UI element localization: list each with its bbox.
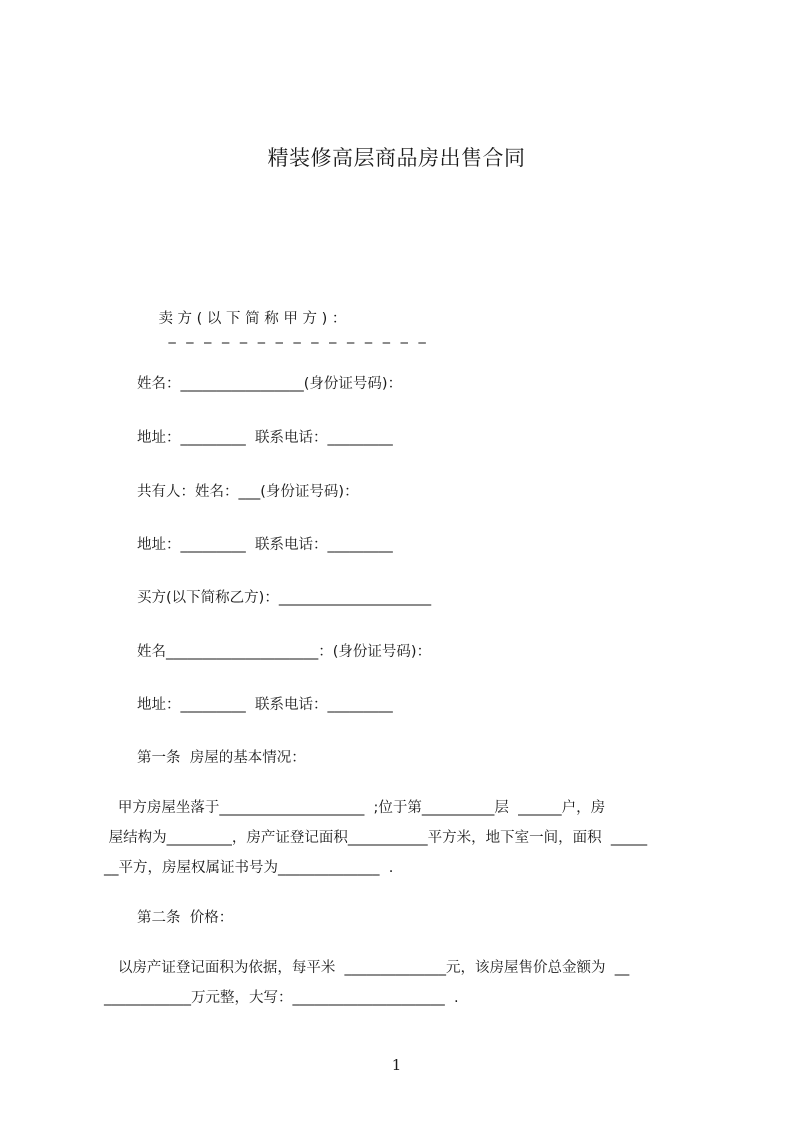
- seller-address-line: 地址：_________ 联系电话：_________: [137, 430, 393, 446]
- article2-title: 第二条 价格：: [137, 910, 234, 926]
- seller-name-line: 姓名：_________________(身份证号码)：: [137, 376, 403, 392]
- article1-title: 第一条 房屋的基本情况：: [137, 750, 306, 766]
- buyer-line: 买方(以下简称乙方)：_____________________: [137, 590, 432, 606]
- seller-label: 卖 方 ( 以 下 简 称 甲 方 ) ：: [158, 311, 347, 327]
- co-owner-address-line: 地址：_________ 联系电话：_________: [137, 537, 393, 553]
- buyer-name-line: 姓名_____________________：(身份证号码)：: [137, 644, 432, 660]
- page-number: 1: [391, 1056, 402, 1074]
- seller-line: [140, 291, 429, 360]
- article2-body: 以房产证登记面积为依据，每平米 ______________元，该房屋售价总金额为 __ ____________万元整，大写：_____________________ .: [104, 960, 630, 1006]
- article1-body: 甲方房屋坐落于____________________ ;位于第__________层 ______户，房 屋结构为_________，房产证登记面积___________平方米，地下室一间，面积 _____ __平方，房屋权属证书号为______________ .: [104, 800, 648, 876]
- buyer-address-line: 地址：_________ 联系电话：_________: [137, 697, 393, 713]
- document-title: 精装修高层商品房出售合同: [267, 146, 526, 170]
- co-owner-line: 共有人：姓名：___(身份证号码)：: [137, 484, 359, 500]
- seller-blank: _ _ _ _ _ _ _ _ _ _ _ _ _ _ _: [168, 328, 429, 344]
